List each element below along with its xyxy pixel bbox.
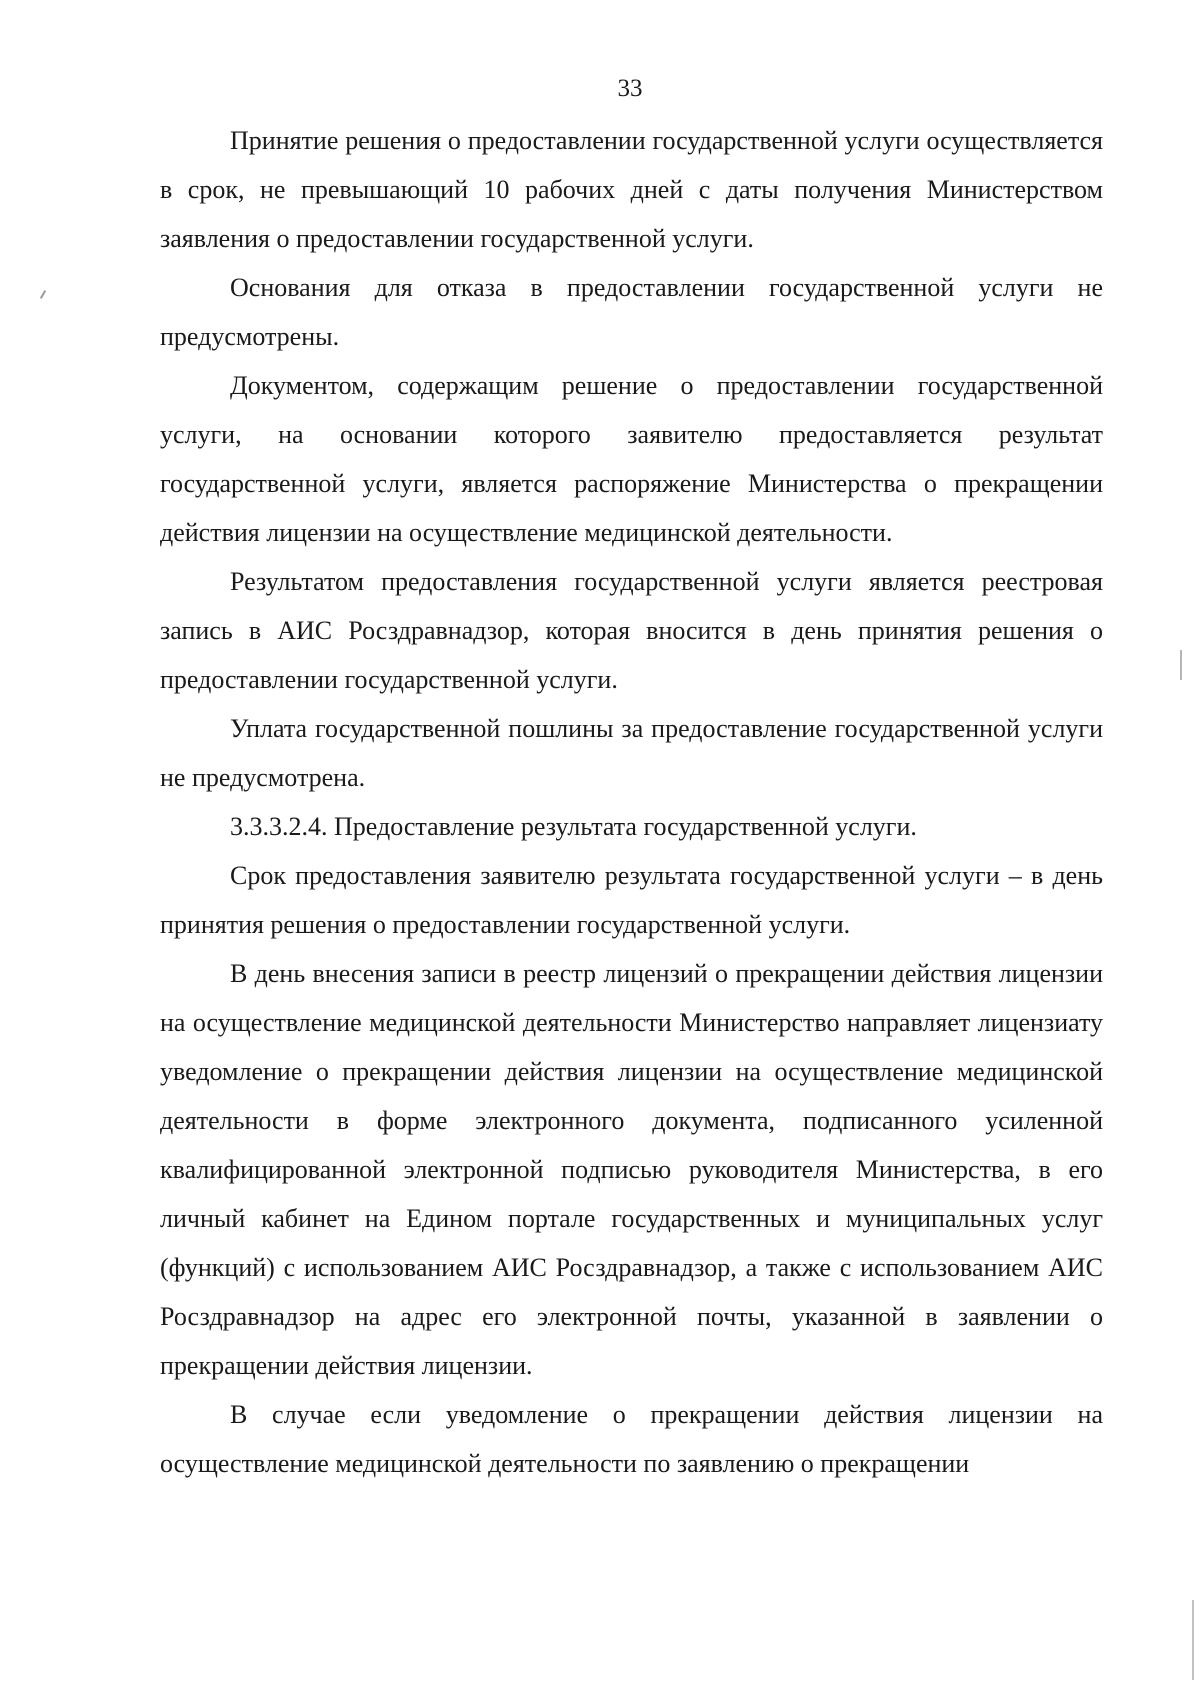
scan-artifact — [1192, 1600, 1194, 1680]
paragraph-section-3-3-3-2-4: 3.3.3.2.4. Предоставление результата государственной услуги. — [230, 812, 917, 841]
paragraph-refusal-grounds: Основания для отказа в предоставлении государственной услуги не предусмотрены. — [160, 273, 1103, 351]
paragraph-service-result: Результатом предоставления государственной услуги является реестровая запись в АИС Росздравнадзор, которая вносится в день принятия решения о предоставлении государственной услуги. — [160, 567, 1103, 694]
paragraph-state-fee: Уплата государственной пошлины за предоставление государственной услуги не предусмотрена. — [160, 714, 1103, 792]
document-body — [160, 116, 1103, 1488]
paragraph-notification: В день внесения записи в реестр лицензий о прекращении действия лицензии на осуществление медицинской деятельности Министерство направляет лицензиату уведомление о прекращении действия лицензии на осуществление медицинской деятельности в форме электронного документа, подписанного усиленной квалифицированной электронной подписью руководителя Министерства, в его личный кабинет на Едином портале государственных и муниципальных услуг (функций) с использованием АИС Росздравнадзор, а также с использованием АИС Росздравнадзор на адрес его электронной почты, указанной в заявлении о прекращении действия лицензии. — [160, 959, 1103, 1380]
paragraph-decision-document: Документом, содержащим решение о предоставлении государственной услуги, на основании которого заявителю предоставляется результат государственной услуги, является распоряжение Министерства о прекращении действия лицензии на осуществление медицинской деятельности. — [160, 371, 1103, 547]
paragraph-notification-case: В случае если уведомление о прекращении действия лицензии на осуществление медицинской деятельности по заявлению о прекращении — [160, 1400, 1103, 1478]
paragraph-decision-term: Принятие решения о предоставлении государственной услуги осуществляется в срок, не превышающий 10 рабочих дней с даты получения Министерством заявления о предоставлении государственной услуги. — [160, 126, 1103, 253]
paragraph-result-term: Срок предоставления заявителю результата государственной услуги – в день принятия решения о предоставлении государственной услуги. — [160, 861, 1103, 939]
scan-artifact — [1180, 650, 1182, 680]
page-number: 33 — [617, 75, 643, 102]
scan-artifact — [40, 290, 46, 299]
